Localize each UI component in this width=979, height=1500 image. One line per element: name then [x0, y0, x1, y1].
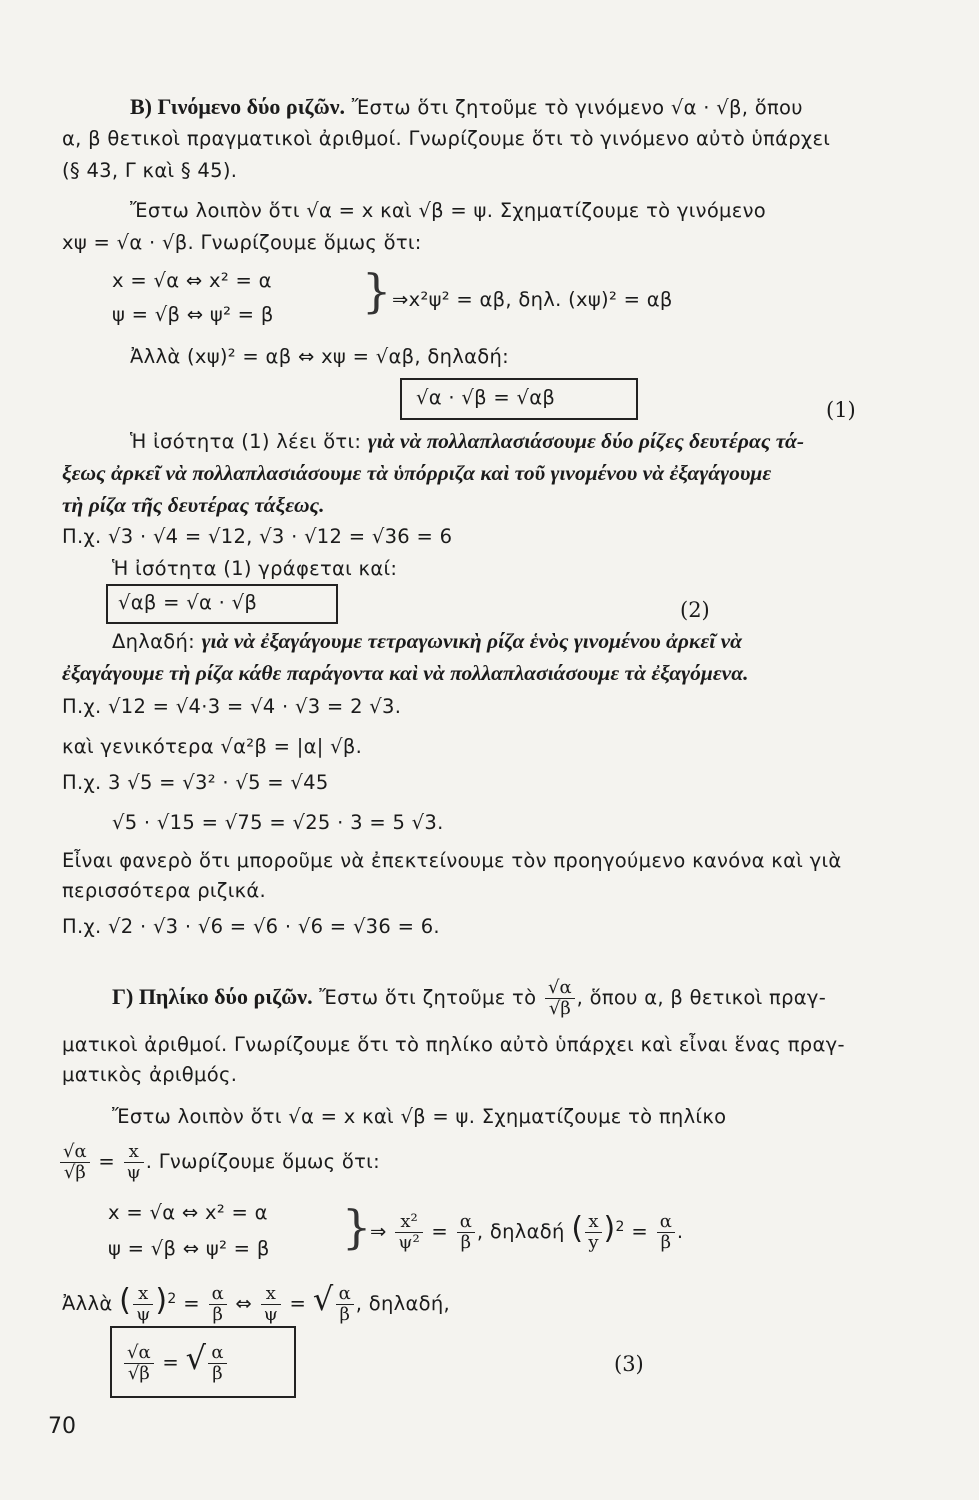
text: , δηλαδή,: [355, 1292, 451, 1315]
example-1: Π.χ. √3 · √4 = √12, √3 · √12 = √36 = 6: [62, 525, 453, 548]
rule-text: γιὰ νὰ πολλαπλασιάσουμε δύο ρίζες δευτέρας τά-: [367, 429, 805, 453]
brace-c: }: [342, 1200, 372, 1254]
frac-top: α: [208, 1343, 226, 1364]
fraction-x2-over-psi2: [395, 1212, 422, 1253]
fraction-x-over-psi: [261, 1284, 281, 1325]
frac-top: x: [261, 1284, 281, 1305]
frac-bottom: √β: [548, 998, 571, 1019]
text: , ὅπου α, β θετικοὶ πραγ-: [576, 986, 827, 1009]
frac-top: α: [657, 1212, 675, 1233]
page-number: 70: [48, 1414, 76, 1439]
exponent-2: 2: [615, 1219, 625, 1235]
frac-bottom: ψ: [126, 1162, 141, 1183]
section-b-heading: Β) Γινόμενο δύο ριζῶν.: [130, 94, 346, 119]
system-c-eq-1: x = √α ⇔ x² = α: [108, 1201, 268, 1224]
equation-number-1: (1): [826, 398, 856, 422]
fraction-a-over-b: [336, 1284, 354, 1325]
equals-sign: =: [631, 1220, 649, 1243]
fraction-a-over-b: [657, 1212, 675, 1253]
section-b-line-2: α, β θετικοὶ πραγματικοὶ ἀριθμοί. Γνωρίζουμε ὅτι τὸ γινόμενο αὐτὸ ὑπάρχει: [62, 127, 831, 150]
section-b-line-8: ξεως ἀρκεῖ νὰ πολλαπλασιάσουμε τὰ ὑπόρριζα καὶ τοῦ γινομένου νὰ ἐξαγάγουμε: [62, 461, 772, 485]
radical-sign: √: [312, 1280, 334, 1318]
equals-sign: =: [162, 1351, 179, 1374]
frac-bottom: ψ²: [398, 1232, 420, 1253]
system-b-eq-1: x = √α ⇔ x² = α: [112, 269, 272, 292]
example-4: √5 · √15 = √75 = √25 · 3 = 5 √3.: [112, 811, 444, 834]
section-b-line-14: Εἶναι φανερὸ ὅτι μποροῦμε νὰ ἐπεκτείνουμε τὸν προηγούμενο κανόνα καὶ γιὰ: [62, 849, 842, 872]
equals-sign: =: [183, 1292, 200, 1315]
frac-bottom: β: [460, 1232, 471, 1253]
example-5: Π.χ. √2 · √3 · √6 = √6 · √6 = √36 = 6.: [62, 915, 440, 938]
example-3: Π.χ. 3 √5 = √3² · √5 = √45: [62, 771, 329, 794]
system-c-result: [370, 1212, 683, 1253]
frac-bottom: β: [339, 1304, 350, 1325]
equals-sign: =: [289, 1292, 307, 1315]
frac-top: √α: [124, 1343, 154, 1364]
frac-bottom: ψ: [263, 1304, 278, 1325]
section-c-line-2: ματικοὶ ἀριθμοί. Γνωρίζουμε ὅτι τὸ πηλίκο αὐτὸ ὑπάρχει καὶ εἶναι ἕνας πραγ-: [62, 1033, 845, 1056]
section-b-line-4: Ἔστω λοιπὸν ὅτι √α = x καὶ √β = ψ. Σχηματίζουμε τὸ γινόμενο: [130, 199, 767, 222]
example-2: Π.χ. √12 = √4·3 = √4 · √3 = 2 √3.: [62, 695, 402, 718]
section-b-line-5: xψ = √α · √β. Γνωρίζουμε ὅμως ὅτι:: [62, 231, 422, 254]
system-b-eq-2: ψ = √β ⇔ ψ² = β: [112, 303, 274, 326]
frac-bottom: β: [660, 1232, 672, 1253]
section-b-line-15: περισσότερα ριζικά.: [62, 879, 267, 902]
frac-bottom: √β: [63, 1162, 86, 1183]
text: Ἡ ἰσότητα (1) λέει ὅτι:: [130, 430, 368, 453]
paren-right: ): [155, 1283, 168, 1318]
paren-left: (: [119, 1283, 132, 1318]
fraction-sqrt-a-over-sqrt-b: [124, 1343, 154, 1384]
fraction-x-over-y: [585, 1212, 601, 1253]
iff: ⇔: [235, 1292, 253, 1315]
text: , δηλαδή: [476, 1220, 565, 1243]
formula-2: √αβ = √α · √β: [118, 591, 258, 614]
section-c-line-6: [62, 1280, 451, 1325]
section-c-heading: Γ) Πηλίκο δύο ριζῶν.: [112, 984, 313, 1009]
radical-sign: √: [185, 1339, 207, 1377]
period: .: [676, 1220, 684, 1243]
equation-number-2: (2): [680, 598, 710, 622]
section-b-line-13: καὶ γενικότερα √α²β = |α| √β.: [62, 735, 363, 758]
frac-top: α: [336, 1284, 354, 1305]
fraction-x-over-psi: [124, 1142, 144, 1183]
exponent-2: 2: [167, 1291, 177, 1307]
formula-3: [122, 1339, 229, 1384]
fraction-a-over-b: [208, 1343, 226, 1384]
equals-sign: =: [431, 1220, 448, 1243]
frac-top: x: [124, 1142, 144, 1163]
text: Ἀλλὰ: [62, 1292, 113, 1315]
frac-bottom: β: [212, 1363, 223, 1384]
fraction-sqrt-a-over-sqrt-b: [60, 1142, 90, 1183]
rule-text: γιὰ νὰ ἐξαγάγουμε τετραγωνικὴ ρίζα ἑνὸς γινομένου ἀρκεῖ νὰ: [201, 629, 743, 653]
equation-number-3: (3): [614, 1352, 644, 1376]
frac-top: √α: [60, 1142, 90, 1163]
frac-bottom: β: [212, 1304, 223, 1325]
section-b-line-3: (§ 43, Γ καὶ § 45).: [62, 159, 238, 182]
frac-top: α: [457, 1212, 475, 1233]
system-b-result: ⇒x²ψ² = αβ, δηλ. (xψ)² = αβ: [392, 288, 673, 311]
formula-1: √α · √β = √αβ: [416, 386, 556, 409]
text: . Γνωρίζουμε ὅμως ὅτι:: [145, 1150, 380, 1173]
section-b-line-1: [130, 92, 803, 123]
frac-top: x: [133, 1284, 153, 1305]
section-c-line-5: [58, 1142, 380, 1183]
section-b-line-10: Ἡ ἰσότητα (1) γράφεται καί:: [112, 557, 398, 580]
paren-right: ): [603, 1211, 616, 1246]
frac-top: √α: [545, 978, 575, 999]
section-b-line-11: [112, 626, 742, 657]
implies: ⇒: [370, 1220, 387, 1243]
section-c-line-4: Ἔστω λοιπὸν ὅτι √α = x καὶ √β = ψ. Σχηματίζουμε τὸ πηλίκο: [112, 1105, 727, 1128]
text: Ἔστω ὅτι ζητοῦμε τὸ: [319, 986, 537, 1009]
frac-bottom: y: [588, 1232, 599, 1253]
section-b-line-7: [130, 426, 804, 457]
frac-top: x: [585, 1212, 601, 1233]
fraction-a-over-b: [209, 1284, 227, 1325]
text: Ἔστω ὅτι ζητοῦμε τὸ γινόμενο √α · √β, ὅπου: [351, 96, 803, 119]
section-b-line-9: τὴ ρίζα τῆς δευτέρας τάξεως.: [62, 493, 325, 517]
section-b-line-12: ἐξαγάγουμε τὴ ρίζα κάθε παράγοντα καὶ νὰ πολλαπλασιάσουμε τὰ ἐξαγόμενα.: [62, 661, 749, 685]
system-c-eq-2: ψ = √β ⇔ ψ² = β: [108, 1237, 270, 1260]
text: Δηλαδή:: [112, 630, 202, 653]
brace-b: }: [362, 264, 392, 318]
frac-top: α: [209, 1284, 227, 1305]
section-c-line-3: ματικὸς ἀριθμός.: [62, 1063, 238, 1086]
frac-bottom: √β: [127, 1363, 150, 1384]
fraction-sqrt-a-over-sqrt-b: [545, 978, 575, 1019]
equals-sign: =: [98, 1150, 115, 1173]
section-c-line-1: [112, 978, 826, 1019]
section-b-line-6: Ἀλλὰ (xψ)² = αβ ⇔ xψ = √αβ, δηλαδή:: [130, 345, 509, 368]
fraction-x-over-psi: [133, 1284, 153, 1325]
paren-left: (: [571, 1211, 584, 1246]
fraction-a-over-b: [457, 1212, 475, 1253]
frac-bottom: ψ: [136, 1304, 151, 1325]
frac-top: x²: [395, 1212, 422, 1233]
